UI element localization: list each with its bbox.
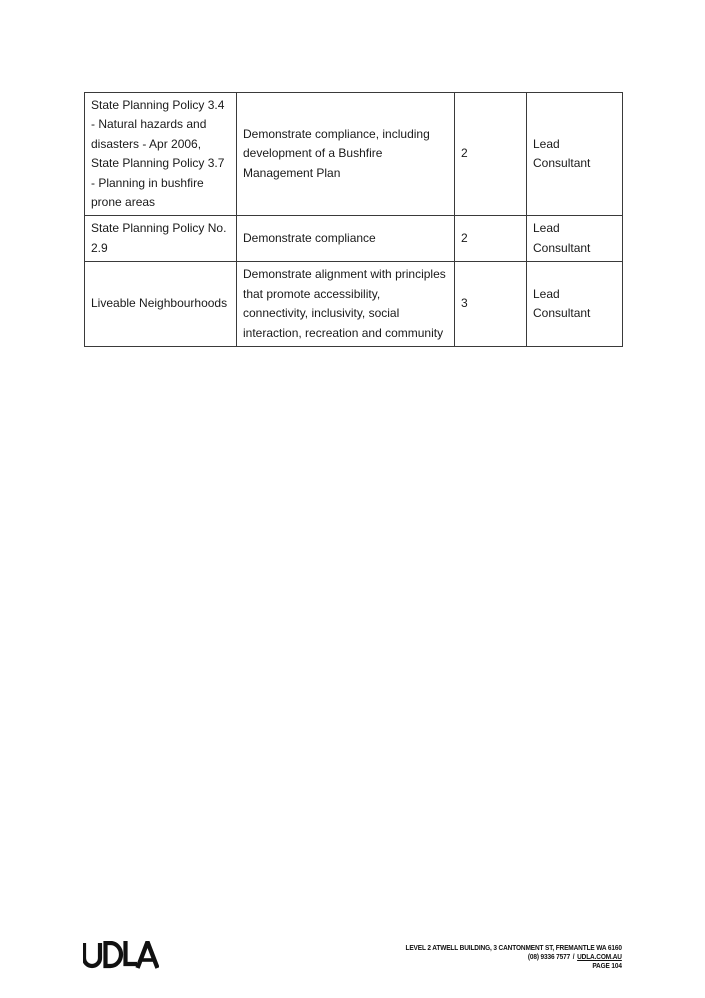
footer-address: LEVEL 2 ATWELL BUILDING, 3 CANTONMENT ST, FREMANTLE WA 6160 <box>405 943 622 952</box>
footer-contact-line <box>406 952 622 961</box>
responsibility-cell: Lead Consultant <box>527 262 623 347</box>
policy-cell: Liveable Neighbourhoods <box>85 262 237 347</box>
requirement-cell: Demonstrate compliance, including development of a Bushfire Management Plan <box>237 93 455 216</box>
requirement-cell: Demonstrate compliance <box>237 216 455 262</box>
udla-logo-mark <box>83 941 159 969</box>
responsibility-cell: Lead Consultant <box>527 216 623 262</box>
page-number: PAGE 104 <box>592 961 622 970</box>
table-row <box>85 216 623 262</box>
footer-contact <box>406 943 622 970</box>
policy-cell: State Planning Policy No. 2.9 <box>85 216 237 262</box>
responsibility-cell: Lead Consultant <box>527 93 623 216</box>
policy-cell: State Planning Policy 3.4 - Natural hazards and disasters - Apr 2006, State Planning Policy 3.7 - Planning in bushfire prone areas <box>85 93 237 216</box>
requirements-table <box>84 92 623 347</box>
footer-website-link[interactable]: UDLA.COM.AU <box>577 952 622 961</box>
footer-phone: (08) 9336 7577 <box>527 952 571 961</box>
priority-cell: 3 <box>455 262 527 347</box>
footer-separator: / <box>572 952 575 961</box>
udla-logo <box>83 941 159 969</box>
priority-cell: 2 <box>455 216 527 262</box>
table-row <box>85 262 623 347</box>
table-row <box>85 93 623 216</box>
priority-cell: 2 <box>455 93 527 216</box>
requirement-cell: Demonstrate alignment with principles that promote accessibility, connectivity, inclusivity, social interaction, recreation and community <box>237 262 455 347</box>
